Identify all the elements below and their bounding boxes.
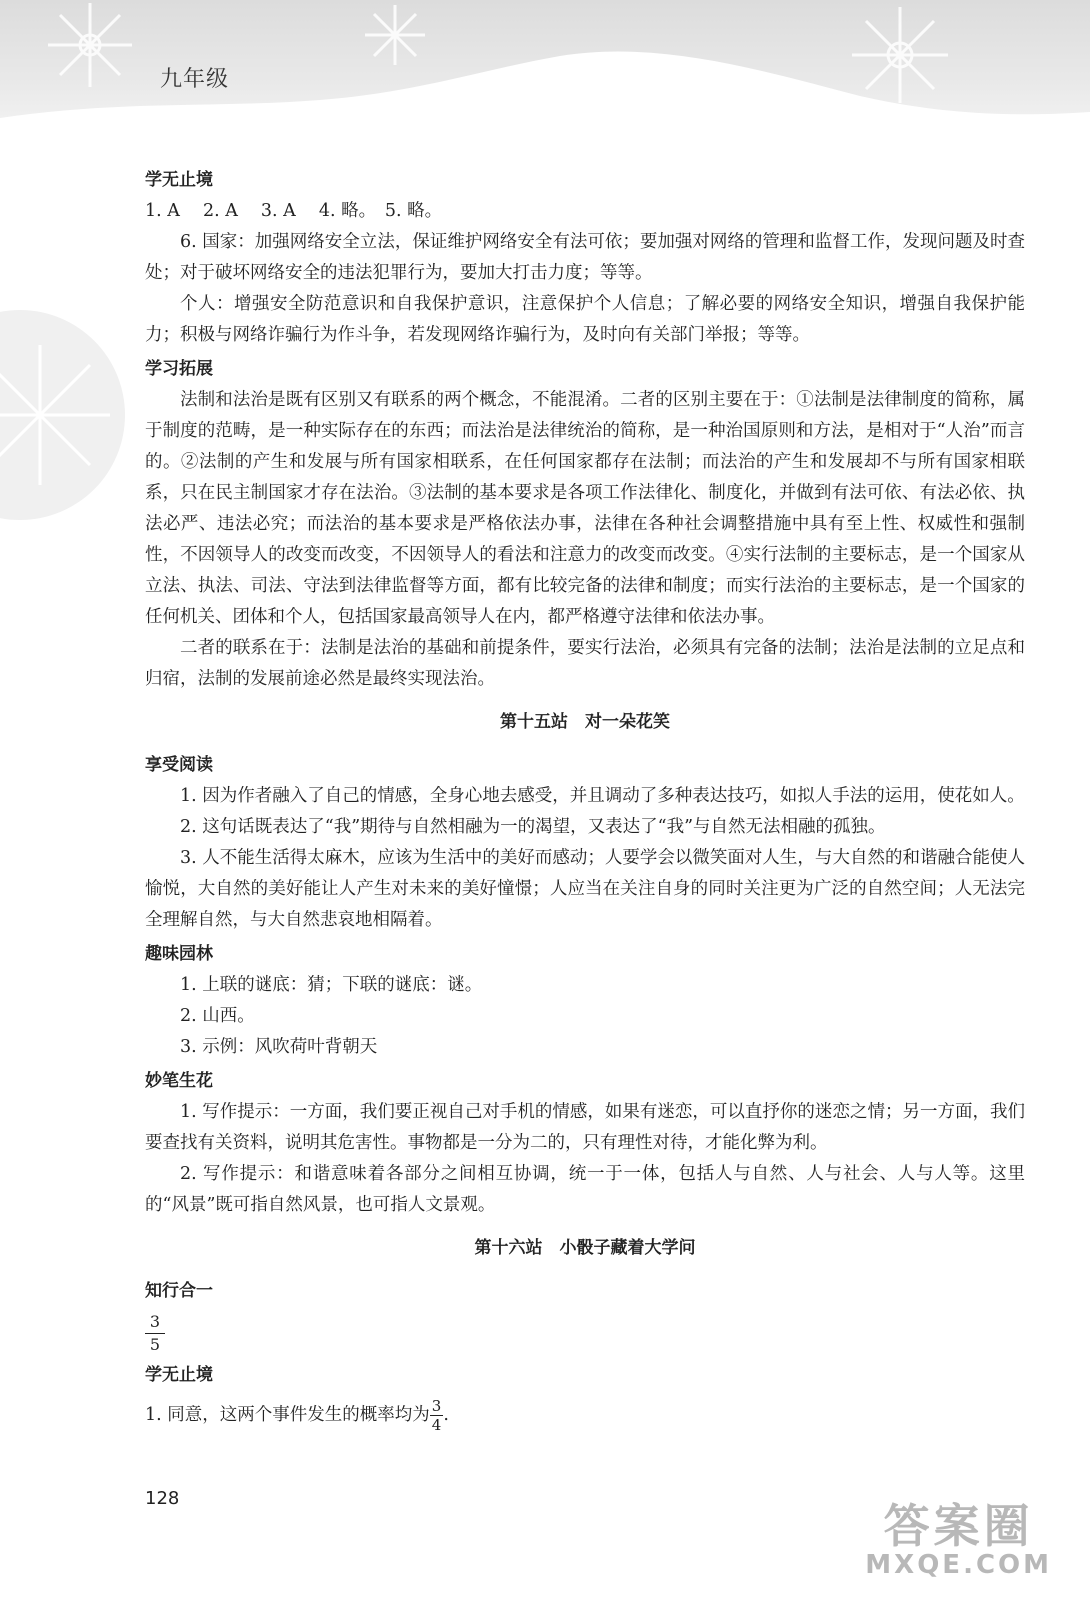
page-number: 128: [145, 1488, 180, 1509]
header-band: [0, 0, 1090, 150]
probability-answer-text: 1. 同意，这两个事件发生的概率均为: [145, 1405, 430, 1425]
paragraph-country: 6. 国家：加强网络安全立法，保证维护网络安全有法可依；要加强对网络的管理和监督工作，发现问题及时查处；对于破坏网络安全的违法犯罪行为，要加大打击力度；等等。: [145, 232, 1025, 283]
garden-answer-3: 3. 示例：风吹荷叶背朝天: [180, 1037, 378, 1057]
garden-answer-1: 1. 上联的谜底：猜；下联的谜底：谜。: [180, 975, 483, 995]
garden-answer-2: 2. 山西。: [180, 1006, 255, 1026]
reading-answer-3: 3. 人不能生活得太麻木，应该为生活中的美好而感动；人要学会以微笑面对人生，与大自然的和谐融合能使人愉悦，大自然的美好能让人产生对未来的美好憧憬；人应当在关注自身的同时关注更为广泛的自然空间；人无法完全理解自然，与大自然悲哀地相隔着。: [145, 848, 1025, 930]
section-title-16: 第十六站 小骰子藏着大学问: [474, 1238, 696, 1258]
paragraph-fazhi-difference: 法制和法治是既有区别又有联系的两个概念，不能混淆。二者的区别主要在于：①法制是法律制度的简称，属于制度的范畴，是一种实际存在的东西；而法治是法律统治的简称，是一种治国原则和方法，是相对于“人治”而言的。②法制的产生和发展与所有国家相联系，在任何国家都存在法制；而法治的产生和发展却不与所有国家相联系，只在民主制国家才存在法治。③法制的基本要求是各项工作法律化、制度化，并做到有法可依、有法必依、执法必严、违法必究；而法治的基本要求是严格依法办事，法律在各种社会调整措施中具有至上性、权威性和强制性，不因领导人的改变而改变，不因领导人的看法和注意力的改变而改变。④实行法制的主要标志，是一个国家从立法、执法、司法、守法到法律监督等方面，都有比较完备的法律和制度；而实行法治的主要标志，是一个国家的任何机关、团体和个人，包括国家最高领导人在内，都严格遵守法律和依法办事。: [145, 390, 1025, 627]
answers-line-1-5: 1. A 2. A 3. A 4. 略。 5. 略。: [145, 201, 443, 221]
probability-period: .: [443, 1405, 449, 1425]
writing-answer-1: 1. 写作提示：一方面，我们要正视自己对手机的情感，如果有迷恋，可以直抒你的迷恋之情；另一方面，我们要查找有关资料，说明其危害性。事物都是一分为二的，只有理性对待，才能化弊为利。: [145, 1102, 1025, 1153]
probability-numerator: 3: [431, 1397, 442, 1415]
watermark-url: MXQE.COM: [865, 1550, 1052, 1580]
heading-xuewuzhijing-2: 学无止境: [145, 1365, 213, 1385]
heading-xuexituozhan: 学习拓展: [145, 359, 213, 379]
probability-fraction: [430, 1397, 444, 1434]
heading-zhixingheyi: 知行合一: [145, 1281, 213, 1301]
fraction-denominator: 5: [149, 1335, 161, 1354]
watermark-main: 答案圈: [883, 1499, 1034, 1553]
heading-xiangshouyuedu: 享受阅读: [145, 755, 213, 775]
paragraph-individual: 个人：增强安全防范意识和自我保护意识，注意保护个人信息；了解必要的网络安全知识，增强自我保护能力；积极与网络诈骗行为作斗争，若发现网络诈骗行为，及时向有关部门举报；等等。: [145, 294, 1025, 345]
paragraph-fazhi-connection: 二者的联系在于：法制是法治的基础和前提条件，要实行法治，必须具有完备的法制；法治是法制的立足点和归宿，法制的发展前途必然是最终实现法治。: [145, 638, 1025, 689]
reading-answer-1: 1. 因为作者融入了自己的情感，全身心地去感受，并且调动了多种表达技巧，如拟人手法的运用，使花如人。: [180, 786, 1025, 806]
fraction-numerator: 3: [145, 1311, 165, 1334]
fraction-answer: [145, 1311, 165, 1356]
probability-denominator: 4: [431, 1416, 442, 1434]
section-title-15: 第十五站 对一朵花笑: [500, 712, 670, 732]
answer-content: [145, 162, 1025, 1434]
watermark: [865, 1490, 1052, 1580]
heading-xuewuzhijing-1: 学无止境: [145, 170, 213, 190]
grade-label: 九年级: [160, 67, 230, 92]
heading-quweiyuanlin: 趣味园林: [145, 944, 213, 964]
side-snowflake-decoration: [0, 295, 160, 535]
writing-answer-2: 2. 写作提示：和谐意味着各部分之间相互协调，统一于一体，包括人与自然、人与社会、人与人等。这里的“风景”既可指自然风景，也可指人文景观。: [145, 1164, 1025, 1215]
heading-miaobishenghua: 妙笔生花: [145, 1071, 213, 1091]
probability-answer-line: [145, 1397, 1025, 1434]
reading-answer-2: 2. 这句话既表达了“我”期待与自然相融为一的渴望，又表达了“我”与自然无法相融的孤独。: [180, 817, 886, 837]
